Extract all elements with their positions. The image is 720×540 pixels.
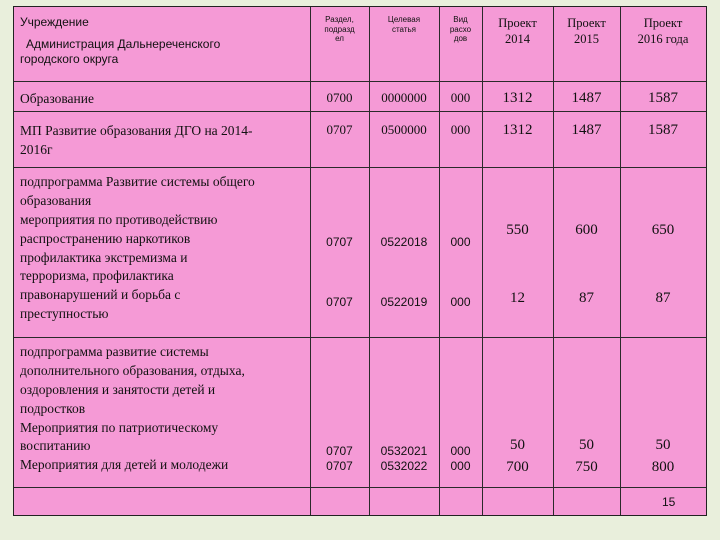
col-header-2016-l1: Проект bbox=[643, 16, 683, 30]
subprogram-1-item1-l1: мероприятия по противодействию bbox=[20, 211, 218, 227]
col-divider bbox=[439, 7, 440, 515]
cell-2016: 650 bbox=[651, 222, 675, 238]
cell-razdel: 0707 bbox=[326, 444, 353, 458]
col-header-2016-l2: 2016 года bbox=[637, 31, 689, 46]
col-header-2015-l1: Проект bbox=[567, 16, 606, 30]
subprogram-2-title-l1: подпрограмма развитие системы bbox=[20, 344, 209, 359]
row-label-obrazovanie: Образование bbox=[20, 91, 94, 106]
row-label-mp-l2: 2016г bbox=[20, 141, 53, 157]
cell-vid: 000 bbox=[450, 235, 471, 249]
subprogram-1-item2-l4: преступностью bbox=[20, 306, 109, 322]
cell-2014: 700 bbox=[506, 458, 529, 475]
cell-razdel: 0700 bbox=[326, 90, 353, 105]
budget-table bbox=[13, 6, 707, 516]
col-header-2016 bbox=[620, 16, 706, 47]
subprogram-1-item1-l2: распространению наркотиков bbox=[20, 230, 191, 246]
subprogram-2-item1-l2: воспитанию bbox=[20, 438, 91, 454]
cell-2016: 800 bbox=[651, 458, 675, 475]
cell-2014: 1312 bbox=[502, 122, 533, 138]
cell-2014: 50 bbox=[510, 437, 525, 453]
col-divider bbox=[369, 7, 370, 515]
subprogram-2-item1-l1: Мероприятия по патриотическому bbox=[20, 419, 219, 435]
col-divider bbox=[310, 7, 311, 515]
col-header-razdel-l3: ел bbox=[335, 34, 344, 44]
cell-vid: 000 bbox=[450, 444, 471, 458]
col-header-vid-l1: Вид bbox=[453, 15, 468, 24]
cell-vid: 000 bbox=[450, 295, 471, 309]
col-header-razdel bbox=[310, 15, 369, 44]
cell-celevaya: 0000000 bbox=[381, 90, 427, 105]
subprogram-1-title-l1: подпрограмма Развитие системы общего bbox=[20, 174, 255, 189]
subprogram-2-title-l2: дополнительного образования, отдыха, bbox=[20, 362, 245, 378]
subprogram-1-item2-l2: терроризма, профилактика bbox=[20, 268, 174, 284]
institution-name: Администрация Дальнереченского bbox=[26, 37, 221, 51]
col-header-celevaya-l1: Целевая bbox=[387, 15, 421, 24]
col-header-razdel-l2: подразд bbox=[324, 24, 355, 34]
cell-2015: 1487 bbox=[571, 90, 602, 106]
col-header-razdel-l1: Раздел, bbox=[325, 15, 354, 24]
cell-celevaya-stack bbox=[369, 444, 439, 474]
cell-2015: 750 bbox=[575, 458, 598, 475]
cell-celevaya: 0522019 bbox=[380, 295, 428, 309]
cell-vid-stack bbox=[439, 444, 482, 474]
cell-2014: 12 bbox=[510, 290, 525, 306]
row-label-mp-l1: МП Развитие образования ДГО на 2014- bbox=[20, 123, 253, 138]
cell-2014: 1312 bbox=[502, 90, 533, 106]
cell-2014: 550 bbox=[506, 222, 529, 238]
cell-2015: 50 bbox=[579, 437, 594, 453]
subprogram-1-title-l2: образования bbox=[20, 192, 92, 208]
cell-vid: 000 bbox=[450, 122, 471, 137]
subprogram-2-title-l3: оздоровления и занятости детей и bbox=[20, 381, 216, 397]
cell-vid: 000 bbox=[450, 459, 471, 473]
cell-razdel: 0707 bbox=[326, 295, 353, 309]
cell-razdel: 0707 bbox=[326, 235, 353, 249]
row-label-mp bbox=[20, 122, 253, 160]
page-number: 15 bbox=[662, 495, 676, 509]
cell-celevaya: 0532022 bbox=[380, 459, 428, 473]
col-header-2015 bbox=[553, 16, 620, 47]
cell-celevaya: 0500000 bbox=[381, 122, 427, 137]
cell-razdel-stack bbox=[310, 444, 369, 474]
cell-vid: 000 bbox=[450, 90, 471, 105]
cell-2015: 1487 bbox=[571, 122, 602, 138]
col-header-vid-l2: расхо bbox=[449, 24, 472, 34]
subprogram-2-label bbox=[20, 343, 245, 475]
col-header-celevaya-l2: статья bbox=[391, 24, 416, 34]
row-divider bbox=[14, 487, 706, 488]
cell-razdel: 0707 bbox=[326, 122, 353, 137]
cell-celevaya: 0532021 bbox=[380, 444, 428, 458]
col-header-vid bbox=[439, 15, 482, 44]
row-divider bbox=[14, 111, 706, 112]
cell-2016: 50 bbox=[655, 437, 671, 453]
cell-2016: 87 bbox=[655, 290, 671, 306]
cell-2014-stack bbox=[482, 435, 553, 479]
cell-celevaya: 0522018 bbox=[380, 235, 428, 249]
col-header-2014-l1: Проект bbox=[498, 16, 537, 30]
cell-2015: 600 bbox=[575, 222, 598, 238]
row-divider bbox=[14, 81, 706, 82]
cell-2016: 1587 bbox=[648, 90, 678, 106]
cell-2016-stack bbox=[620, 435, 706, 479]
col-header-celevaya bbox=[369, 15, 439, 34]
cell-2015: 87 bbox=[579, 290, 594, 306]
col-header-vid-l3: дов bbox=[453, 34, 468, 44]
institution-label: Учреждение bbox=[20, 15, 89, 29]
row-divider bbox=[14, 167, 706, 168]
subprogram-1-item2-l1: профилактика экстремизма и bbox=[20, 249, 188, 265]
cell-razdel: 0707 bbox=[326, 459, 353, 473]
institution-name-line2: городского округа bbox=[20, 52, 119, 66]
col-header-2014 bbox=[482, 16, 553, 47]
cell-2015-stack bbox=[553, 435, 620, 479]
subprogram-1-label bbox=[20, 173, 255, 324]
subprogram-2-item2-l1: Мероприятия для детей и молодежи bbox=[20, 457, 229, 473]
col-header-2014-l2: 2014 bbox=[505, 31, 530, 46]
cell-2016: 1587 bbox=[648, 122, 678, 138]
subprogram-2-title-l4: подростков bbox=[20, 400, 86, 416]
subprogram-1-item2-l3: правонарушений и борьба с bbox=[20, 287, 181, 303]
row-divider bbox=[14, 337, 706, 338]
col-header-2015-l2: 2015 bbox=[574, 31, 599, 46]
